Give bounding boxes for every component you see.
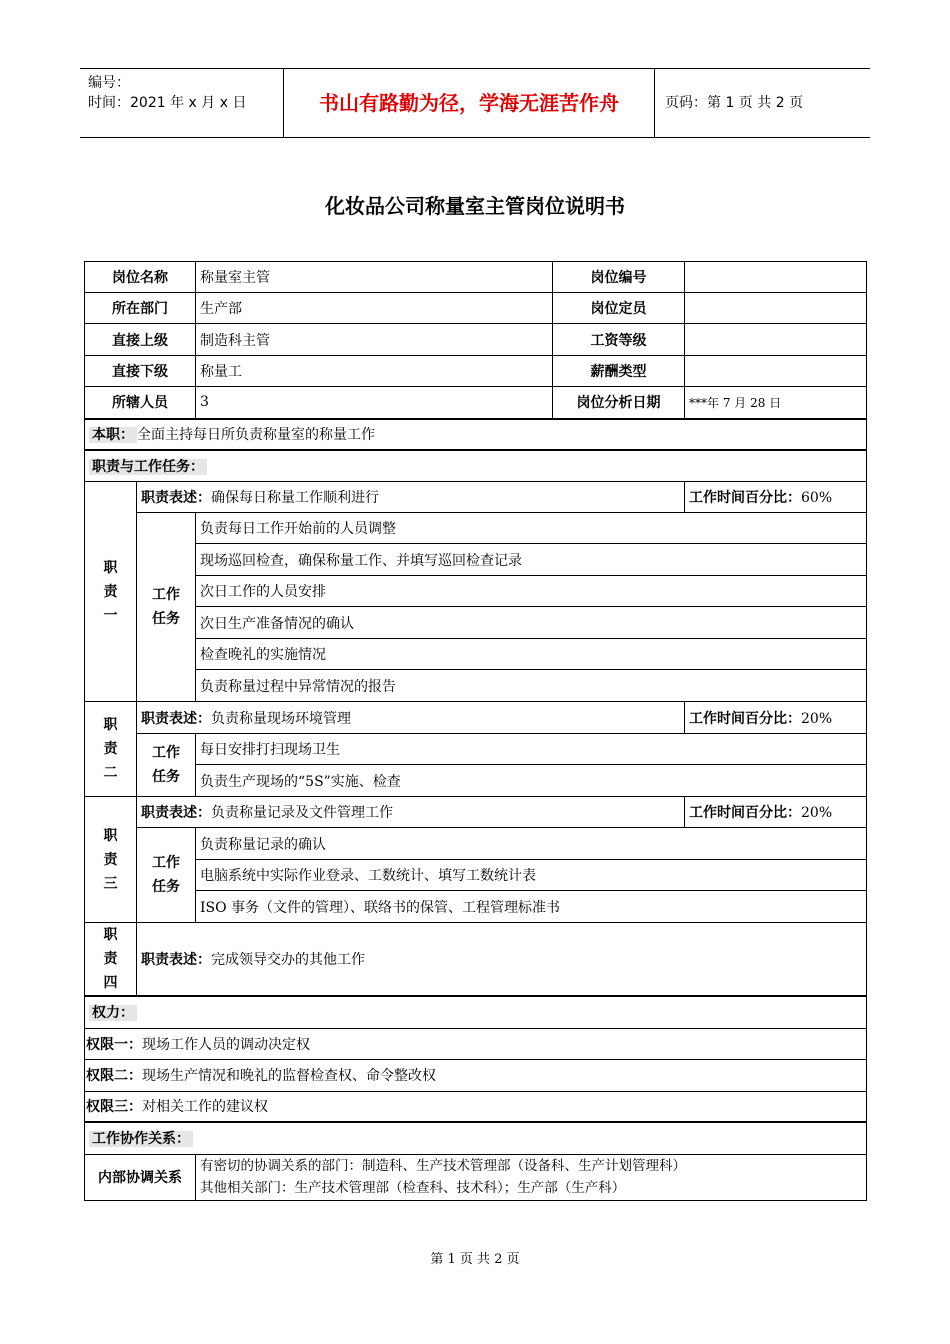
- duties-header: [85, 450, 867, 482]
- internal-label: 内部协调关系: [85, 1154, 196, 1200]
- duty-statement-row: [85, 923, 867, 997]
- internal-relations: [196, 1154, 867, 1200]
- task-row: [85, 513, 867, 544]
- task-item: 现场巡回检查，确保称量工作、并填写巡回检查记录: [196, 544, 867, 576]
- job-description-table: [84, 261, 867, 1201]
- duty-name: [85, 797, 137, 923]
- task-item: 负责称量记录的确认: [196, 828, 867, 860]
- duty-time: [685, 482, 867, 513]
- authority-row: [85, 1091, 867, 1122]
- duty-statement: [137, 702, 685, 734]
- authority-header: [85, 996, 867, 1028]
- duty-statement-row: [85, 797, 867, 828]
- authority-text: 对相关工作的建议权: [142, 1099, 268, 1116]
- authority-header-label: 权力：: [89, 1005, 137, 1021]
- authority-text: 现场工作人员的调动决定权: [142, 1036, 310, 1053]
- authority-label: 权限二：: [86, 1068, 142, 1084]
- authority-item: [85, 1059, 867, 1091]
- basic-value: 称量工: [196, 356, 553, 387]
- task-row: [85, 734, 867, 765]
- task-item: 负责称量过程中异常情况的报告: [196, 670, 867, 702]
- header-meta: [80, 69, 283, 137]
- duty-name-text: 职责二: [103, 717, 118, 781]
- duties-header-label: 职责与工作任务：: [89, 459, 207, 475]
- internal-line: 其他相关部门：生产技术管理部（检查科、技术科）；生产部（生产科）: [200, 1180, 626, 1196]
- authority-row: [85, 1059, 867, 1091]
- duty-name-text: 职责四: [103, 927, 118, 991]
- basic-row: [85, 356, 867, 387]
- basic-label: 所在部门: [85, 293, 196, 324]
- duty-statement-row: [85, 702, 867, 734]
- duty-summary-label: 本职：: [89, 427, 137, 443]
- duty-summary: [85, 419, 867, 450]
- internal-line: 有密切的协调关系的部门：制造科、生产技术管理部（设备科、生产计划管理科）: [200, 1158, 686, 1174]
- authority-label: 权限一：: [86, 1036, 142, 1053]
- basic-label: 岗位分析日期: [553, 387, 685, 419]
- basic-label: 薪酬类型: [553, 356, 685, 387]
- duty-time: [685, 702, 867, 734]
- page-footer: 第 1 页 共 2 页: [430, 1252, 520, 1267]
- basic-value: [685, 356, 867, 387]
- task-label-text: 工作任务: [152, 745, 180, 785]
- statement-label: 职责表述：: [141, 710, 211, 727]
- basic-value: 生产部: [196, 293, 553, 324]
- authority-item: [85, 1028, 867, 1059]
- basic-value: ***年 7 月 28 日: [685, 387, 867, 419]
- duties-header-row: [85, 450, 867, 482]
- cooperation-header: [85, 1122, 867, 1154]
- authority-header-row: [85, 996, 867, 1028]
- duty-name: [85, 702, 137, 797]
- duty-statement: [137, 797, 685, 828]
- basic-value: 3: [196, 387, 553, 419]
- statement-label: 职责表述：: [141, 805, 211, 821]
- statement-text: 确保每日称量工作顺利进行: [211, 490, 379, 506]
- basic-label: 直接上级: [85, 324, 196, 356]
- number-label: 编号：: [88, 75, 130, 91]
- duty-summary-row: [85, 419, 867, 450]
- basic-label: 岗位名称: [85, 262, 196, 293]
- duty-statement: [137, 923, 867, 997]
- statement-text: 完成领导交办的其他工作: [211, 952, 365, 968]
- statement-text: 负责称量记录及文件管理工作: [211, 805, 393, 821]
- task-item: 负责每日工作开始前的人员调整: [196, 513, 867, 544]
- time-percent: 20%: [801, 710, 833, 727]
- duty-name: [85, 482, 137, 702]
- basic-label: 岗位编号: [553, 262, 685, 293]
- page-label: 页码：第 1 页 共 2 页: [665, 95, 804, 111]
- cooperation-header-label: 工作协作关系：: [89, 1131, 193, 1147]
- basic-row: [85, 293, 867, 324]
- task-item: ISO 事务（文件的管理）、联络书的保管、工程管理标准书: [196, 891, 867, 923]
- duty-time: [685, 797, 867, 828]
- authority-row: [85, 1028, 867, 1059]
- basic-value: [685, 324, 867, 356]
- task-item: 次日生产准备情况的确认: [196, 607, 867, 639]
- basic-row: [85, 387, 867, 419]
- duty-summary-text: 全面主持每日所负责称量室的称量工作: [137, 427, 375, 443]
- authority-item: [85, 1091, 867, 1122]
- task-label: [137, 513, 196, 702]
- basic-label: 所辖人员: [85, 387, 196, 419]
- time-label: 工作时间百分比：: [689, 490, 801, 506]
- motto: 书山有路勤为径，学海无涯苦作舟: [283, 69, 655, 137]
- document-title: 化妆品公司称量室主管岗位说明书: [325, 194, 625, 218]
- basic-label: 岗位定员: [553, 293, 685, 324]
- basic-label: 直接下级: [85, 356, 196, 387]
- basic-value: [685, 293, 867, 324]
- task-item: 检查晚礼的实施情况: [196, 639, 867, 670]
- authority-label: 权限三：: [86, 1099, 142, 1116]
- statement-label: 职责表述：: [141, 490, 211, 506]
- basic-value: 制造科主管: [196, 324, 553, 356]
- time-percent: 60%: [801, 490, 833, 506]
- duty-name-text: 职责一: [103, 559, 118, 624]
- task-row: [85, 828, 867, 860]
- duty-name: [85, 923, 137, 997]
- task-item: 电脑系统中实际作业登录、工数统计、填写工数统计表: [196, 860, 867, 891]
- task-item: 次日工作的人员安排: [196, 576, 867, 607]
- duty-statement-row: [85, 482, 867, 513]
- time-label: 工作时间百分比：: [689, 805, 801, 821]
- task-label-text: 工作任务: [152, 855, 180, 895]
- statement-label: 职责表述：: [141, 952, 211, 968]
- task-label: [137, 828, 196, 923]
- duty-name-text: 职责三: [103, 827, 118, 892]
- basic-value: [685, 262, 867, 293]
- authority-text: 现场生产情况和晚礼的监督检查权、命令整改权: [142, 1068, 436, 1084]
- basic-value: 称量室主管: [196, 262, 553, 293]
- basic-label: 工资等级: [553, 324, 685, 356]
- page-header: [80, 68, 870, 138]
- basic-row: [85, 262, 867, 293]
- time-label: 工作时间百分比：: [689, 710, 801, 727]
- date-label: 时间：2021 年 x 月 x 日: [88, 95, 247, 111]
- basic-row: [85, 324, 867, 356]
- time-percent: 20%: [801, 805, 833, 821]
- task-label-text: 工作任务: [152, 587, 180, 627]
- cooperation-header-row: [85, 1122, 867, 1154]
- task-item: 负责生产现场的“5S”实施、检查: [196, 765, 867, 797]
- task-label: [137, 734, 196, 797]
- statement-text: 负责称量现场环境管理: [211, 710, 351, 727]
- cooperation-row: [85, 1154, 867, 1200]
- task-item: 每日安排打扫现场卫生: [196, 734, 867, 765]
- duty-statement: [137, 482, 685, 513]
